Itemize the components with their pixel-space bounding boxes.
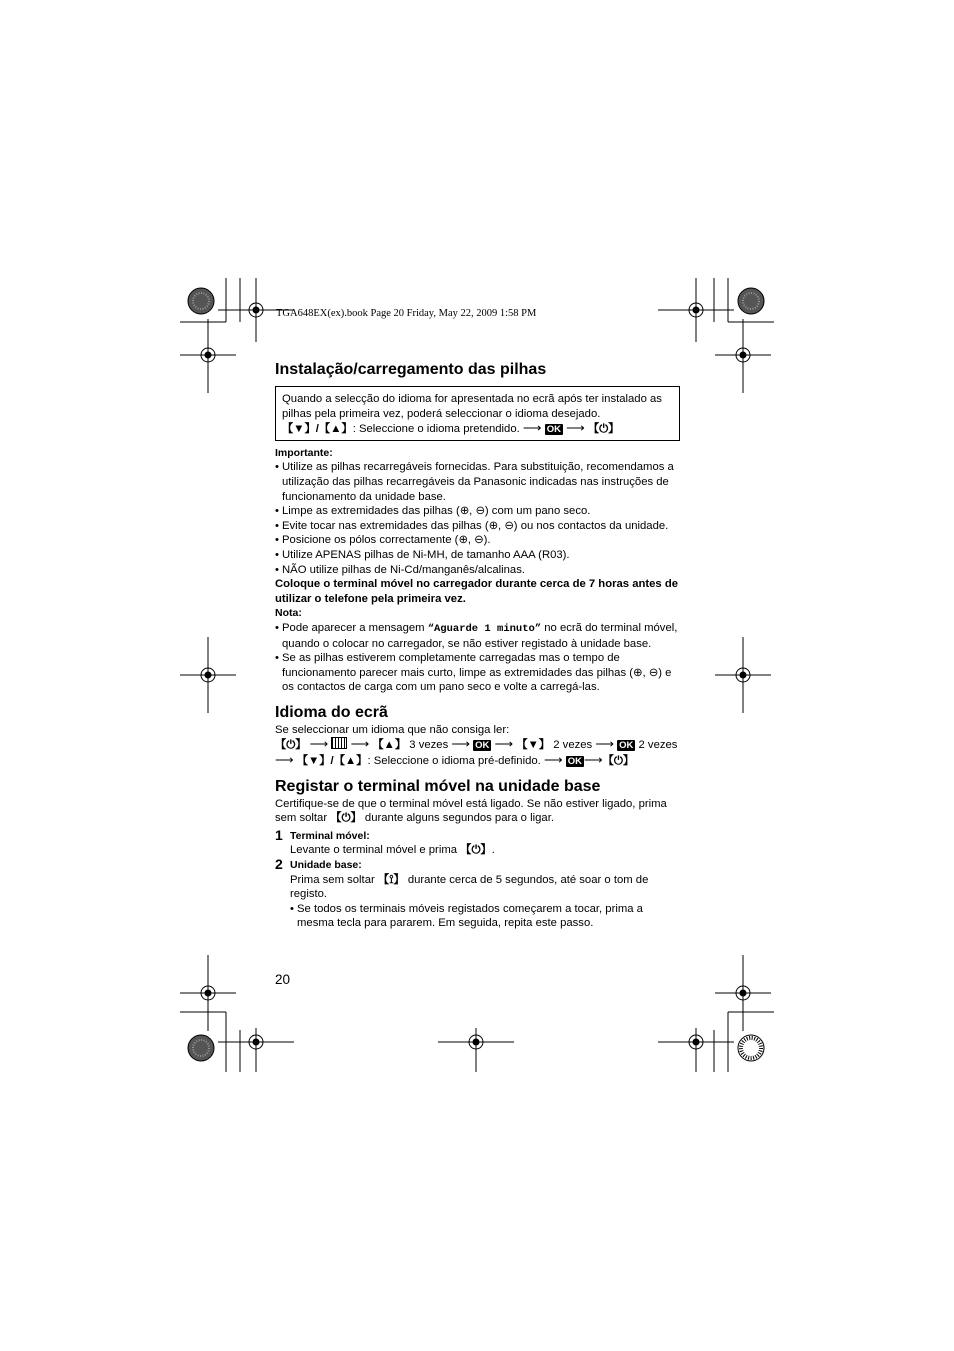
times-3: 3 vezes bbox=[406, 739, 449, 752]
ok-key: OK bbox=[619, 740, 634, 752]
arrow-icon: ⟶ bbox=[309, 736, 329, 752]
section-title-battery: Instalação/carregamento das pilhas bbox=[275, 361, 547, 378]
step2-text-a: Prima sem soltar bbox=[290, 873, 378, 886]
list-item: • NÃO utilize pilhas de Ni-Cd/manganês/alcalinas. bbox=[275, 563, 680, 578]
arrow-icon: ⟶ bbox=[583, 752, 603, 768]
power-key: 【⏻】 bbox=[330, 812, 362, 825]
language-sequence-line2 bbox=[275, 753, 680, 769]
arrow-icon: ⟶ bbox=[350, 736, 370, 752]
page-number: 20 bbox=[275, 972, 291, 987]
power-key: 【⏻】 bbox=[460, 844, 492, 857]
arrow-icon: ⟶ bbox=[543, 752, 563, 768]
list-item: • Limpe as extremidades das pilhas (⊕, ⊖) com um pano seco. bbox=[275, 504, 680, 519]
important-label: Importante: bbox=[275, 446, 333, 459]
box-command-line bbox=[282, 421, 673, 437]
arrow-icon: ⟶ bbox=[275, 752, 294, 768]
arrow-icon: ⟶ bbox=[595, 736, 614, 752]
step-number: 2 bbox=[275, 856, 283, 873]
display-message: “Aguarde 1 minuto” bbox=[427, 622, 542, 635]
ok-key: OK bbox=[546, 424, 561, 436]
charge-note: Coloque o terminal móvel no carregador durante cerca de 7 horas antes de utilizar o telefone pela primeira vez. bbox=[275, 578, 679, 605]
up-key: 【▲】 bbox=[372, 739, 407, 752]
register-intro-a: Certifique-se de que o terminal móvel está ligado. Se não estiver ligado, prima sem soltar bbox=[275, 797, 667, 825]
power-key: 【⏻】 bbox=[275, 739, 307, 752]
section-title-language: Idioma do ecrã bbox=[275, 703, 388, 721]
list-item bbox=[275, 621, 680, 651]
times-2: 2 vezes bbox=[635, 739, 678, 752]
section-title-register: Registar o terminal móvel na unidade base bbox=[275, 777, 601, 795]
nota-label: Nota: bbox=[275, 607, 302, 620]
arrow-icon: ⟶ bbox=[566, 420, 585, 436]
ok-key: OK bbox=[475, 740, 490, 752]
box-text-line1: Quando a selecção do idioma for apresentada no ecrã após ter instalado as bbox=[282, 393, 662, 405]
nota1-post: no ecrã do terminal móvel, quando o colocar no carregador, se não estiver registado à unidade base. bbox=[282, 621, 678, 650]
step2-text-b: durante cerca de 5 segundos, até soar o tom de registo. bbox=[290, 873, 649, 901]
language-intro: Se seleccionar um idioma que não consiga ler: bbox=[275, 723, 510, 736]
arrow-icon: ⟶ bbox=[451, 736, 471, 752]
down-key: 【▼】 bbox=[516, 739, 551, 752]
nota1-pre: Pode aparecer a mensagem bbox=[282, 621, 428, 634]
step1-text: Levante o terminal móvel e prima bbox=[290, 844, 461, 857]
step-label: Terminal móvel: bbox=[290, 829, 370, 842]
step-label: Unidade base: bbox=[290, 859, 362, 872]
ok-key: OK bbox=[567, 756, 582, 768]
step-text bbox=[290, 873, 680, 902]
page-content bbox=[275, 360, 680, 931]
list-item: • Utilize APENAS pilhas de Ni-MH, de tamanho AAA (R03). bbox=[275, 548, 680, 563]
language-selection-box bbox=[275, 386, 680, 441]
list-item: • Utilize as pilhas recarregáveis fornecidas. Para substituição, recomendamos a utilização das pilhas recarregáveis da Panasonic indicadas nas instruções de funcionamento da unidade base. bbox=[275, 460, 680, 504]
down-up-key: 【▼】/【▲】 bbox=[282, 423, 353, 436]
important-list bbox=[275, 460, 680, 577]
language-sequence-line1 bbox=[275, 737, 680, 753]
power-key: 【⏻】 bbox=[602, 755, 635, 768]
times-2: 2 vezes bbox=[550, 739, 593, 752]
step2-notes bbox=[290, 902, 680, 931]
arrow-icon: ⟶ bbox=[522, 420, 542, 436]
nota-list bbox=[275, 621, 680, 695]
list-item: • Se as pilhas estiverem completamente carregadas mas o tempo de funcionamento parecer mais curto, limpe as extremidades das pilhas (⊕, ⊖) e os contactos de carga com um pano seco e volte a carregá-las. bbox=[275, 651, 680, 695]
down-up-key: 【▼】/【▲】 bbox=[296, 755, 368, 768]
box-command-text: : Seleccione o idioma pretendido. bbox=[352, 423, 520, 436]
step-number: 1 bbox=[275, 826, 283, 843]
locator-key: 【⟟】 bbox=[377, 873, 405, 886]
step-text: Levante o terminal móvel e prima 【⏻】. bbox=[290, 844, 495, 857]
list-item: • Se todos os terminais móveis registados começarem a tocar, prima a mesma tecla para pararem. Em seguida, repita este passo. bbox=[290, 902, 680, 931]
step-1 bbox=[275, 826, 680, 858]
file-header-line: TGA648EX(ex).book Page 20 Friday, May 22, 2009 1:58 PM bbox=[276, 308, 537, 319]
select-default-text: : Seleccione o idioma pré-definido. bbox=[367, 755, 541, 768]
step-2 bbox=[275, 858, 680, 931]
list-item: • Posicione os pólos correctamente (⊕, ⊖). bbox=[275, 533, 680, 548]
register-intro bbox=[275, 797, 680, 826]
power-key: 【⏻】 bbox=[587, 423, 620, 436]
register-intro-b: durante alguns segundos para o ligar. bbox=[361, 812, 554, 825]
arrow-icon: ⟶ bbox=[494, 736, 514, 752]
box-text-line2: pilhas pela primeira vez, poderá seleccionar o idioma desejado. bbox=[282, 407, 601, 420]
list-item: • Evite tocar nas extremidades das pilhas (⊕, ⊖) ou nos contactos da unidade. bbox=[275, 519, 680, 534]
menu-icon bbox=[331, 737, 347, 749]
